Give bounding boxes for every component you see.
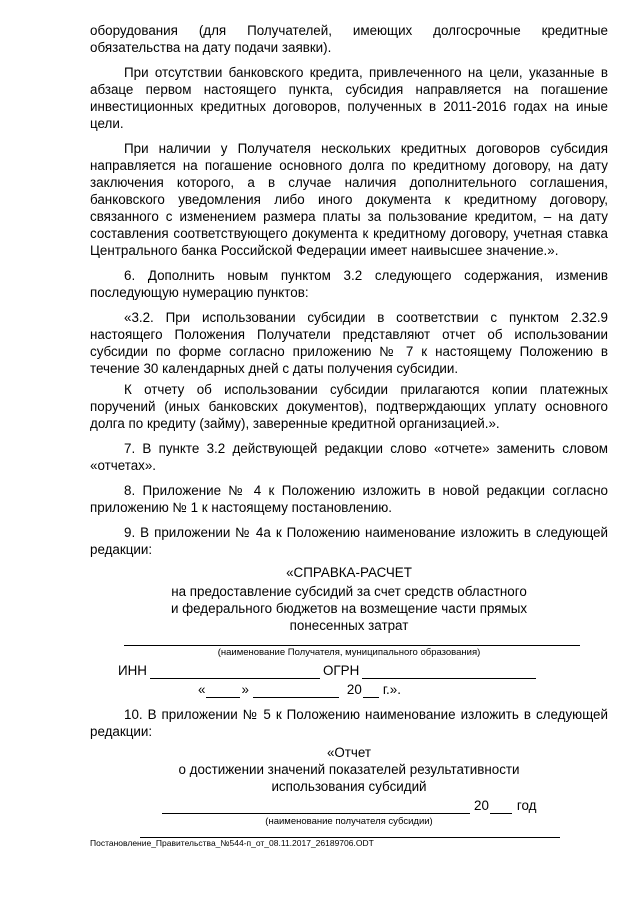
year-prefix: 20: [346, 682, 362, 697]
paragraph: 8. Приложение № 4 к Положению изложить в новой редакции согласно приложению № 1 к настоящему постановлению.: [90, 483, 608, 515]
day-blank: [206, 683, 240, 698]
paragraph: оборудования (для Получателей, имеющих долгосрочные кредитные обязательства на дату подачи заявки).: [90, 23, 608, 55]
report-blank: [162, 799, 470, 814]
document-page: [90, 22, 608, 838]
year-suffix: год: [516, 798, 537, 813]
paragraph: 6. Дополнить новым пунктом 3.2 следующего содержания, изменив последующую нумерацию пунктов:: [90, 268, 608, 300]
paragraph: «3.2. При использовании субсидии в соответствии с пунктом 2.32.9 настоящего Положения Получатели представляют отчет об использовании субсидии по форме согласно приложению № 7 к настоящему Положению в течение 30 календарных дней с даты получения субсидии.: [90, 310, 608, 376]
year-blank: [363, 683, 379, 698]
report-year-row: [162, 797, 608, 814]
paragraph: 9. В приложении № 4а к Положению наименование изложить в следующей редакции:: [90, 525, 608, 557]
ogrn-blank: [362, 664, 536, 679]
year-blank: [490, 799, 512, 814]
paragraph: К отчету об использовании субсидии прилагаются копии платежных поручений (иных банковских документов), подтверждающих уплату основного долга по кредиту (займу), заверенные кредитной организацией.».: [90, 382, 608, 431]
inn-ogrn-row: [118, 662, 608, 679]
inn-blank: [150, 664, 320, 679]
form-otchet: [90, 744, 608, 838]
form-subtitle: и федерального бюджетов на возмещение части прямых: [170, 601, 528, 616]
month-blank: [253, 683, 339, 698]
paragraph: 10. В приложении № 5 к Положению наименование изложить в следующей редакции:: [90, 707, 608, 739]
form-subtitle: на предоставление субсидий за счет средств областного: [171, 584, 527, 599]
form-subtitle: о достижении значений показателей результативности: [178, 762, 520, 777]
date-row: [198, 681, 608, 698]
form-title: «Отчет: [326, 745, 372, 760]
recipient-name-line: [124, 644, 580, 646]
paragraph: При наличии у Получателя нескольких кредитных договоров субсидия направляется на погашение основного долга по кредитному договору, на дату заключения которого, а в случае наличия дополнительного соглашения, банковского уведомления либо иного документа к кредитному договору, связанного с изменением размера платы за пользование кредитом, – на дату составления соответствующего документа к кредитному договору, учетная ставка Центрального банка Российской Федерации имеет наивысшее значение.».: [90, 141, 608, 258]
date-quote-open: «: [198, 682, 206, 697]
form-subtitle: использования субсидий: [271, 779, 427, 794]
paragraph: При отсутствии банковского кредита, привлеченного на цели, указанные в абзаце первом настоящего пункта, субсидия направляется на погашение инвестиционных кредитных договоров, полученных в 2011-2016 годах на иные цели.: [90, 65, 608, 131]
paragraph: 7. В пункте 3.2 действующей редакции слово «отчете» заменить словом «отчетах».: [90, 441, 608, 473]
recipient-caption: (наименование получателя субсидии): [265, 816, 433, 827]
date-quote-close: »: [241, 682, 249, 697]
inn-label: ИНН: [118, 663, 147, 678]
year-prefix: 20: [474, 798, 489, 813]
document-footer: Постановление_Правительства_№544-п_от_08.11.2017_26189706.ODT: [90, 838, 374, 848]
form-spravka-raschet: [90, 564, 608, 698]
form-subtitle: понесенных затрат: [289, 618, 409, 633]
recipient-name-caption: (наименование Получателя, муниципального образования): [217, 647, 481, 658]
form-title: «СПРАВКА-РАСЧЕТ: [286, 565, 412, 580]
year-suffix: г.».: [382, 682, 401, 697]
ogrn-label: ОГРН: [322, 663, 360, 678]
